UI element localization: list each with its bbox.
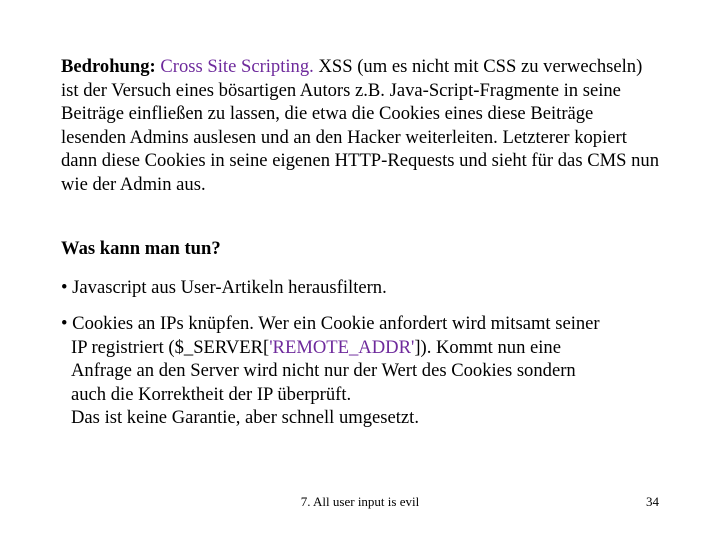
threat-topic: Cross Site Scripting. xyxy=(160,56,314,77)
footer-title: 7. All user input is evil xyxy=(300,494,420,509)
bullet-text: Javascript aus User-Artikeln herausfiltern. xyxy=(72,277,387,298)
bullet-line: Anfrage an den Server wird nicht nur der Wert des Cookies sondern xyxy=(71,360,576,381)
section-heading: Was kann man tun? xyxy=(61,238,221,259)
bullet-line: Cookies an IPs knüpfen. Wer ein Cookie anfordert wird mitsamt seiner xyxy=(72,313,600,334)
threat-label: Bedrohung: xyxy=(61,56,156,77)
bullet-text-fragment: ]). Kommt nun eine xyxy=(414,336,561,358)
bullet-line: Das ist keine Garantie, aber schnell umgesetzt. xyxy=(71,407,419,428)
bullet-marker: • xyxy=(61,277,68,298)
list-item xyxy=(61,276,661,300)
intro-paragraph xyxy=(61,55,661,196)
bullet-marker: • xyxy=(61,313,68,334)
page-number: 34 xyxy=(646,494,659,509)
code-snippet: 'REMOTE_ADDR' xyxy=(269,336,415,358)
bullet-line xyxy=(61,336,661,360)
threat-description: XSS (um es nicht mit CSS zu verwechseln) ist der Versuch eines bösartigen Autors z.B. Java-Script-Fragmente in seine Beiträge einfließen zu lassen, die etwa die Cookies eines diese Beiträge lesenden Admins auslesen und an den Hacker weiterleiten. Letzterer kopiert dann diese Cookies in seine eigenen HTTP-Requests und sieht für das CMS nun wie der Admin aus. xyxy=(61,56,660,195)
bullet-line: auch die Korrektheit der IP überprüft. xyxy=(71,383,352,405)
list-item xyxy=(61,312,661,430)
bullet-text-fragment: IP registriert ($_SERVER[ xyxy=(71,336,270,358)
